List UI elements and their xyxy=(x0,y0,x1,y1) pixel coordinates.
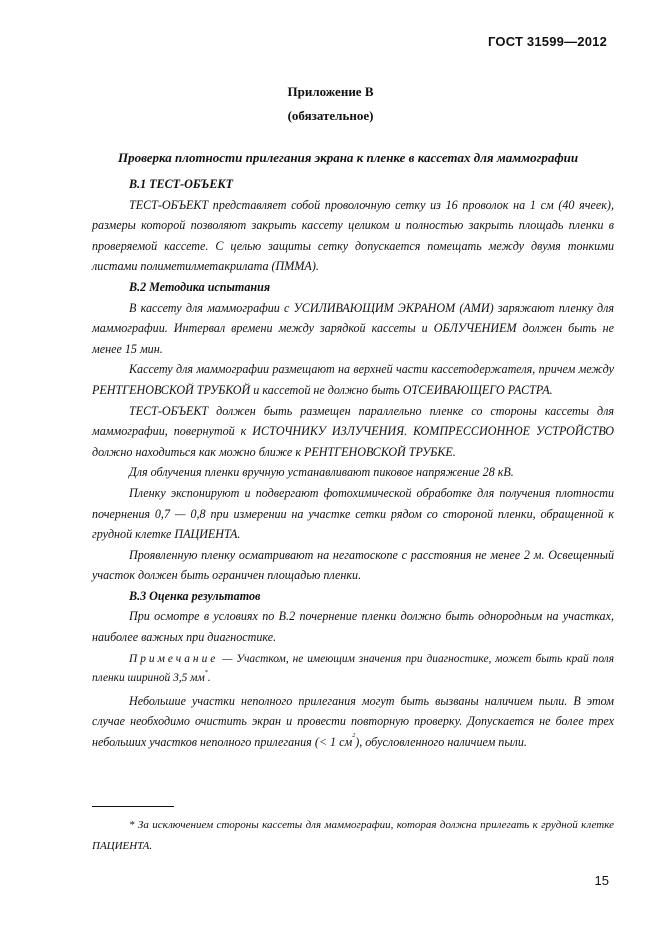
section-b2-paragraph-1: В кассету для маммографии с УСИЛИВАЮЩИМ ЭКРАНОМ (АМИ) заряжают пленку для маммографии. Интервал времени между зарядкой кассеты и ОБЛУЧЕНИЕМ должен быть не менее 15 мин. xyxy=(92,300,614,356)
section-b1-paragraph: ТЕСТ-ОБЪЕКТ представляет собой проволочную сетку из 16 проволок на 1 см (40 ячеек), размеры которой позволяют закрыть кассету целиком и полностью закрыть площадь пленки в проверяемой кассете. С целью защиты сетку допускается помещать между двумя тонкими листами полиметилметакрилата (ПММА). xyxy=(92,197,614,274)
section-b3-note xyxy=(92,650,614,689)
document-body xyxy=(92,174,614,752)
footnote-separator xyxy=(92,806,174,807)
section-b2-paragraph-3: ТЕСТ-ОБЪЕКТ должен быть размещен параллельно пленке со стороны кассеты для маммографии, повернутой к ИСТОЧНИКУ ИЗЛУЧЕНИЯ. КОМПРЕССИОННОЕ УСТРОЙСТВО должно находиться как можно ближе к РЕНТГЕНОВСКОЙ ТРУБКЕ. xyxy=(92,403,614,459)
note-text: — Участком, не имеющим значения при диагностике, может быть край поля пленки шириной 3,5 мм xyxy=(92,652,614,685)
section-b3-paragraph-2 xyxy=(92,691,614,753)
section-b2-paragraph-5: Пленку экспонируют и подвергают фотохимической обработке для получения плотности почернения 0,7 — 0,8 при измерении на участке сетки рядом со стороной пленки, обращенной к грудной клетке ПАЦИЕНТА. xyxy=(92,485,614,542)
footnote: * За исключением стороны кассеты для маммографии, которая должна прилегать к грудной клетке ПАЦИЕНТА. xyxy=(92,819,614,852)
standard-code: ГОСТ 31599—2012 xyxy=(488,34,607,49)
footnote-mark: * xyxy=(204,670,208,677)
section-b2-heading: В.2 Методика испытания xyxy=(129,279,271,294)
superscript: 2 xyxy=(352,732,356,739)
section-b3-paragraph-1: При осмотре в условиях по В.2 почернение пленки должно быть однородным на участках, наиболее важных при диагностике. xyxy=(92,609,614,645)
paragraph-text-b: ), обусловленного наличием пыли. xyxy=(355,734,527,749)
section-b2-paragraph-6: Проявленную пленку осматривают на негатоскопе с расстояния не менее 2 м. Освещенный участок должен быть ограничен площадью пленки. xyxy=(92,547,614,583)
section-b2-paragraph-4: Для облучения пленки вручную устанавливают пиковое напряжение 28 кВ. xyxy=(129,465,514,480)
main-heading: Проверка плотности прилегания экрана к пленке в кассетах для маммографии xyxy=(118,150,579,165)
note-label: Примечание xyxy=(129,652,219,665)
section-b3-heading: В.3 Оценка результатов xyxy=(129,588,261,603)
paragraph-text-a: Небольшие участки неполного прилегания могут быть вызваны наличием пыли. В этом случае необходимо очистить экран и провести повторную проверку. Допускается не более трех небольших участков неполного прилегания (< 1 см xyxy=(92,693,614,749)
section-b1-heading: В.1 ТЕСТ-ОБЪЕКТ xyxy=(129,177,234,191)
note-end: . xyxy=(207,672,211,685)
appendix-title: Приложение В xyxy=(287,84,374,99)
appendix-subtitle: (обязательное) xyxy=(287,108,374,123)
page-number: 15 xyxy=(594,873,609,888)
section-b2-paragraph-2: Кассету для маммографии размещают на верхней части кассетодержателя, причем между РЕНТГЕНОВСКОЙ ТРУБКОЙ и кассетой не должно быть ОТСЕИВАЮЩЕГО РАСТРА. xyxy=(92,362,614,397)
